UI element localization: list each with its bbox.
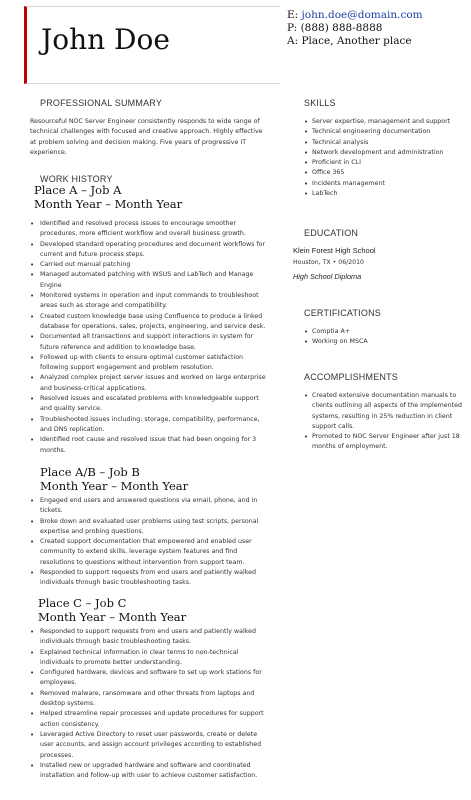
candidate-name: John Doe xyxy=(41,23,170,56)
list-item: • Office 365 xyxy=(304,168,469,178)
education-location-line xyxy=(293,259,364,266)
summary-heading: PROFESSIONAL SUMMARY xyxy=(40,98,163,108)
list-item: • Technical engineering documentation xyxy=(304,127,469,137)
education-degree: High School Diploma xyxy=(293,272,362,281)
job-a-bullets xyxy=(29,219,269,456)
list-item: • Proficient in CLI xyxy=(304,158,469,168)
list-item: • Helped streamline repair processes and update procedures for support action consistency. xyxy=(29,709,269,730)
list-item: • Installed new or upgraded hardware and software and coordinated installation and follow-up with user to achieve customer satisfaction. xyxy=(29,761,269,782)
list-item: • Explained technical information in clear terms to non-technical individuals to promote better understanding. xyxy=(29,648,269,669)
list-item: • Troubleshooted issues including: storage, compatibility, performance, and DNS replication. xyxy=(29,415,269,436)
accomplishments-list xyxy=(304,391,469,453)
list-item: • Technical analysis xyxy=(304,138,469,148)
education-separator: • xyxy=(332,259,337,266)
list-item: • Configured hardware, devices and software to set up work stations for employees. xyxy=(29,668,269,689)
job-c-dates: Month Year – Month Year xyxy=(38,610,187,624)
list-item: • Identified root cause and resolved issue that had been ongoing for 3 months. xyxy=(29,435,269,456)
list-item: • Comptia A+ xyxy=(304,327,469,337)
job-b-bullets xyxy=(29,496,269,589)
email-link[interactable]: john.doe@domain.com xyxy=(301,9,423,21)
list-item: • Working on MSCA xyxy=(304,337,469,347)
list-item: • Analyzed complex project server issues and worked on large enterprise and business-critical applications. xyxy=(29,373,269,394)
list-item: • Incidents management xyxy=(304,179,469,189)
list-item: • Carried out manual patching xyxy=(29,260,269,270)
list-item: • Broke down and evaluated user problems using test scripts, personal expertise and probing questions. xyxy=(29,517,269,538)
contact-email-line xyxy=(287,9,423,22)
list-item: • Created support documentation that empowered and enabled user community to extend skills, leverage system features and find resolutions to questions without intervention from support team. xyxy=(29,537,269,568)
education-heading: EDUCATION xyxy=(304,228,359,238)
list-item: • Created custom knowledge base using Confluence to produce a linked database for operations, sales, projects, engineering, and service desk. xyxy=(29,312,269,333)
list-item: • Managed automated patching with WSUS and LabTech and Manage Engine xyxy=(29,270,269,291)
job-c-title: Place C – Job C xyxy=(38,596,127,610)
job-b-title: Place A/B – Job B xyxy=(40,465,140,479)
list-item: • Engaged end users and answered questions via email, phone, and in tickets. xyxy=(29,496,269,517)
list-item: • LabTech xyxy=(304,189,469,199)
certifications-list xyxy=(304,327,469,348)
contact-address-line xyxy=(287,35,423,48)
work-history-heading: WORK HISTORY xyxy=(40,174,113,184)
phone-label: P: xyxy=(287,22,298,34)
email-label: E: xyxy=(287,9,299,21)
list-item: • Removed malware, ransomware and other threats from laptops and desktop systems. xyxy=(29,689,269,710)
name-block xyxy=(24,6,280,84)
skills-list xyxy=(304,117,469,199)
list-item: • Followed up with clients to ensure optimal customer satisfaction following support engagement and problem resolution. xyxy=(29,353,269,374)
certifications-heading: CERTIFICATIONS xyxy=(304,308,381,318)
education-location: Houston, TX xyxy=(293,259,331,266)
list-item: • Network development and administration xyxy=(304,148,469,158)
education-date: 06/2010 xyxy=(338,259,364,266)
list-item: • Documented all transactions and support interactions in system for future reference and addition to knowledge base. xyxy=(29,332,269,353)
job-a-dates: Month Year – Month Year xyxy=(34,197,183,211)
contact-info xyxy=(287,9,423,48)
contact-phone-line xyxy=(287,22,423,35)
list-item: • Server expertise, management and support xyxy=(304,117,469,127)
job-c-bullets xyxy=(29,627,269,781)
accomplishments-heading: ACCOMPLISHMENTS xyxy=(304,372,399,382)
education-school: Klein Forest High School xyxy=(293,246,376,255)
list-item: • Leveraged Active Directory to reset user passwords, create or delete user accounts, and assign account privileges according to established processes. xyxy=(29,730,269,761)
list-item: • Identified and resolved process issues to encourage smoother procedures, more efficient workflow and overall business growth. xyxy=(29,219,269,240)
address-label: A: xyxy=(287,35,299,47)
address-value: Place, Another place xyxy=(301,35,412,47)
list-item: • Monitored systems in operation and input commands to troubleshoot areas such as storage and compatibility. xyxy=(29,291,269,312)
list-item: • Responded to support requests from end users and patiently walked individuals through basic troubleshooting tasks. xyxy=(29,568,269,589)
phone-value: (888) 888-8888 xyxy=(300,22,383,34)
list-item: • Created extensive documentation manuals to clients outlining all aspects of the implemented systems, resulting in 25% reduction in client support calls. xyxy=(304,391,469,432)
summary-text: Resourceful NOC Server Engineer consistently responds to wide range of technical challenges with focused and creative approach. Highly effective at problem solving and decision making. Five years of progressive IT experience. xyxy=(30,118,263,156)
job-b-dates: Month Year – Month Year xyxy=(40,479,189,493)
resume-header xyxy=(0,0,471,90)
list-item: • Responded to support requests from end users and patiently walked individuals through basic troubleshooting tasks. xyxy=(29,627,269,648)
job-a-title: Place A – Job A xyxy=(34,183,122,197)
list-item: • Promoted to NOC Server Engineer after just 18 months of employment. xyxy=(304,432,469,453)
list-item: • Developed standard operating procedures and document workflows for current and future process steps. xyxy=(29,240,269,261)
list-item: • Resolved issues and escalated problems with knowledgeable support and quality service. xyxy=(29,394,269,415)
skills-heading: SKILLS xyxy=(304,98,336,108)
